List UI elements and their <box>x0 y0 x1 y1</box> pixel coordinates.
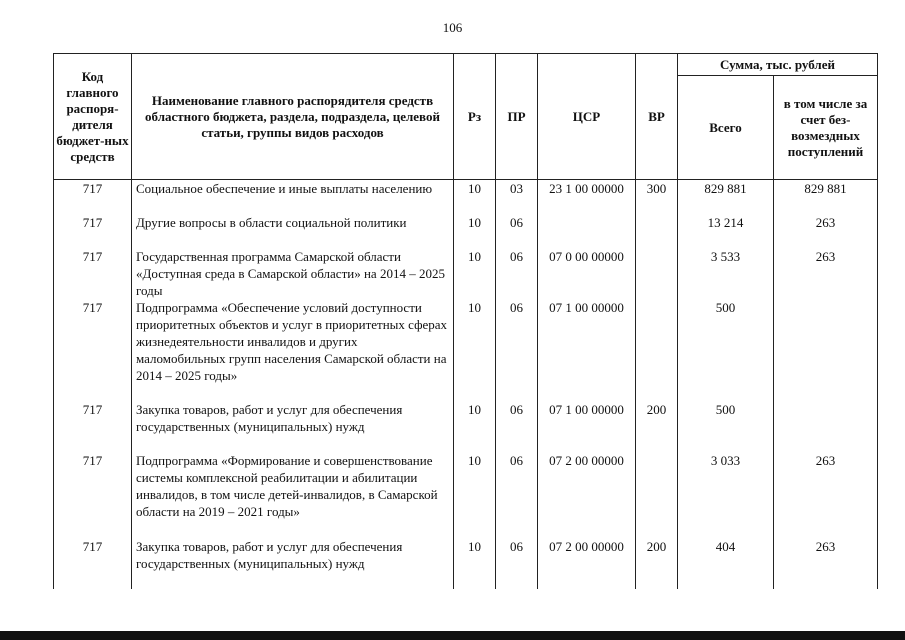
cell-code: 717 <box>54 452 132 538</box>
cell-rz: 10 <box>454 248 496 299</box>
cell-total: 3 533 <box>678 248 774 299</box>
header-pr: ПР <box>496 54 538 180</box>
cell-pr: 06 <box>496 401 538 452</box>
cell-rz: 10 <box>454 299 496 401</box>
cell-rz: 10 <box>454 452 496 538</box>
cell-rz: 10 <box>454 538 496 589</box>
cell-total: 3 033 <box>678 452 774 538</box>
table-row <box>54 214 878 248</box>
cell-vr: 300 <box>636 180 678 214</box>
cell-csr: 07 1 00 00000 <box>538 299 636 401</box>
header-sum-group: Сумма, тыс. рублей <box>678 54 878 76</box>
cell-code: 717 <box>54 401 132 452</box>
header-csr: ЦСР <box>538 54 636 180</box>
cell-code: 717 <box>54 538 132 589</box>
table-row <box>54 180 878 214</box>
table-header <box>54 54 878 180</box>
cell-pr: 06 <box>496 538 538 589</box>
page-number: 106 <box>442 20 463 35</box>
cell-total: 500 <box>678 299 774 401</box>
table-row <box>54 299 878 401</box>
cell-grants: 263 <box>774 214 878 248</box>
header-rz: Рз <box>454 54 496 180</box>
header-grants: в том числе за счет без-возмездных поступлений <box>774 76 878 180</box>
cell-name: Закупка товаров, работ и услуг для обеспечения государственных (муниципальных) нужд <box>132 401 454 452</box>
cell-vr: 200 <box>636 538 678 589</box>
cell-csr <box>538 214 636 248</box>
cell-csr: 07 2 00 00000 <box>538 538 636 589</box>
cell-grants: 263 <box>774 452 878 538</box>
cell-pr: 06 <box>496 214 538 248</box>
cell-vr <box>636 248 678 299</box>
cell-total: 13 214 <box>678 214 774 248</box>
table-row <box>54 401 878 452</box>
cell-vr: 200 <box>636 401 678 452</box>
cell-vr <box>636 214 678 248</box>
cell-total: 829 881 <box>678 180 774 214</box>
cell-name: Другие вопросы в области социальной политики <box>132 214 454 248</box>
cell-grants: 263 <box>774 248 878 299</box>
cell-rz: 10 <box>454 214 496 248</box>
table-row <box>54 248 878 299</box>
cell-csr: 23 1 00 00000 <box>538 180 636 214</box>
cell-grants <box>774 299 878 401</box>
cell-name: Подпрограмма «Обеспечение условий доступности приоритетных объектов и услуг в приоритетных сферах жизнедеятельности инвалидов и других маломобильных групп населения Самарской области на 2014 – 2025 годы» <box>132 299 454 401</box>
cell-grants: 829 881 <box>774 180 878 214</box>
header-total: Всего <box>678 76 774 180</box>
header-vr: ВР <box>636 54 678 180</box>
cell-total: 500 <box>678 401 774 452</box>
cell-grants: 263 <box>774 538 878 589</box>
cell-pr: 06 <box>496 452 538 538</box>
cell-code: 717 <box>54 180 132 214</box>
cell-rz: 10 <box>454 180 496 214</box>
cell-grants <box>774 401 878 452</box>
cell-name: Закупка товаров, работ и услуг для обеспечения государственных (муниципальных) нужд <box>132 538 454 589</box>
budget-table <box>53 53 878 589</box>
cell-vr <box>636 299 678 401</box>
cell-pr: 03 <box>496 180 538 214</box>
cell-csr: 07 0 00 00000 <box>538 248 636 299</box>
cell-pr: 06 <box>496 299 538 401</box>
page-bottom-rule <box>0 631 905 640</box>
cell-name: Подпрограмма «Формирование и совершенствование системы комплексной реабилитации и абилитации инвалидов, в том числе детей-инвалидов, в Самарской области на 2019 – 2021 годы» <box>132 452 454 538</box>
table-row <box>54 452 878 538</box>
cell-name: Социальное обеспечение и иные выплаты населению <box>132 180 454 214</box>
cell-csr: 07 2 00 00000 <box>538 452 636 538</box>
table-row <box>54 538 878 589</box>
cell-code: 717 <box>54 299 132 401</box>
header-code: Код главного распоря-дителя бюджет-ных средств <box>54 54 132 180</box>
cell-code: 717 <box>54 214 132 248</box>
cell-vr <box>636 452 678 538</box>
cell-code: 717 <box>54 248 132 299</box>
header-name: Наименование главного распорядителя средств областного бюджета, раздела, подраздела, целевой статьи, группы видов расходов <box>132 54 454 180</box>
cell-name: Государственная программа Самарской области «Доступная среда в Самарской области» на 2014 – 2025 годы <box>132 248 454 299</box>
cell-pr: 06 <box>496 248 538 299</box>
cell-total: 404 <box>678 538 774 589</box>
cell-csr: 07 1 00 00000 <box>538 401 636 452</box>
cell-rz: 10 <box>454 401 496 452</box>
table-body <box>54 180 878 589</box>
